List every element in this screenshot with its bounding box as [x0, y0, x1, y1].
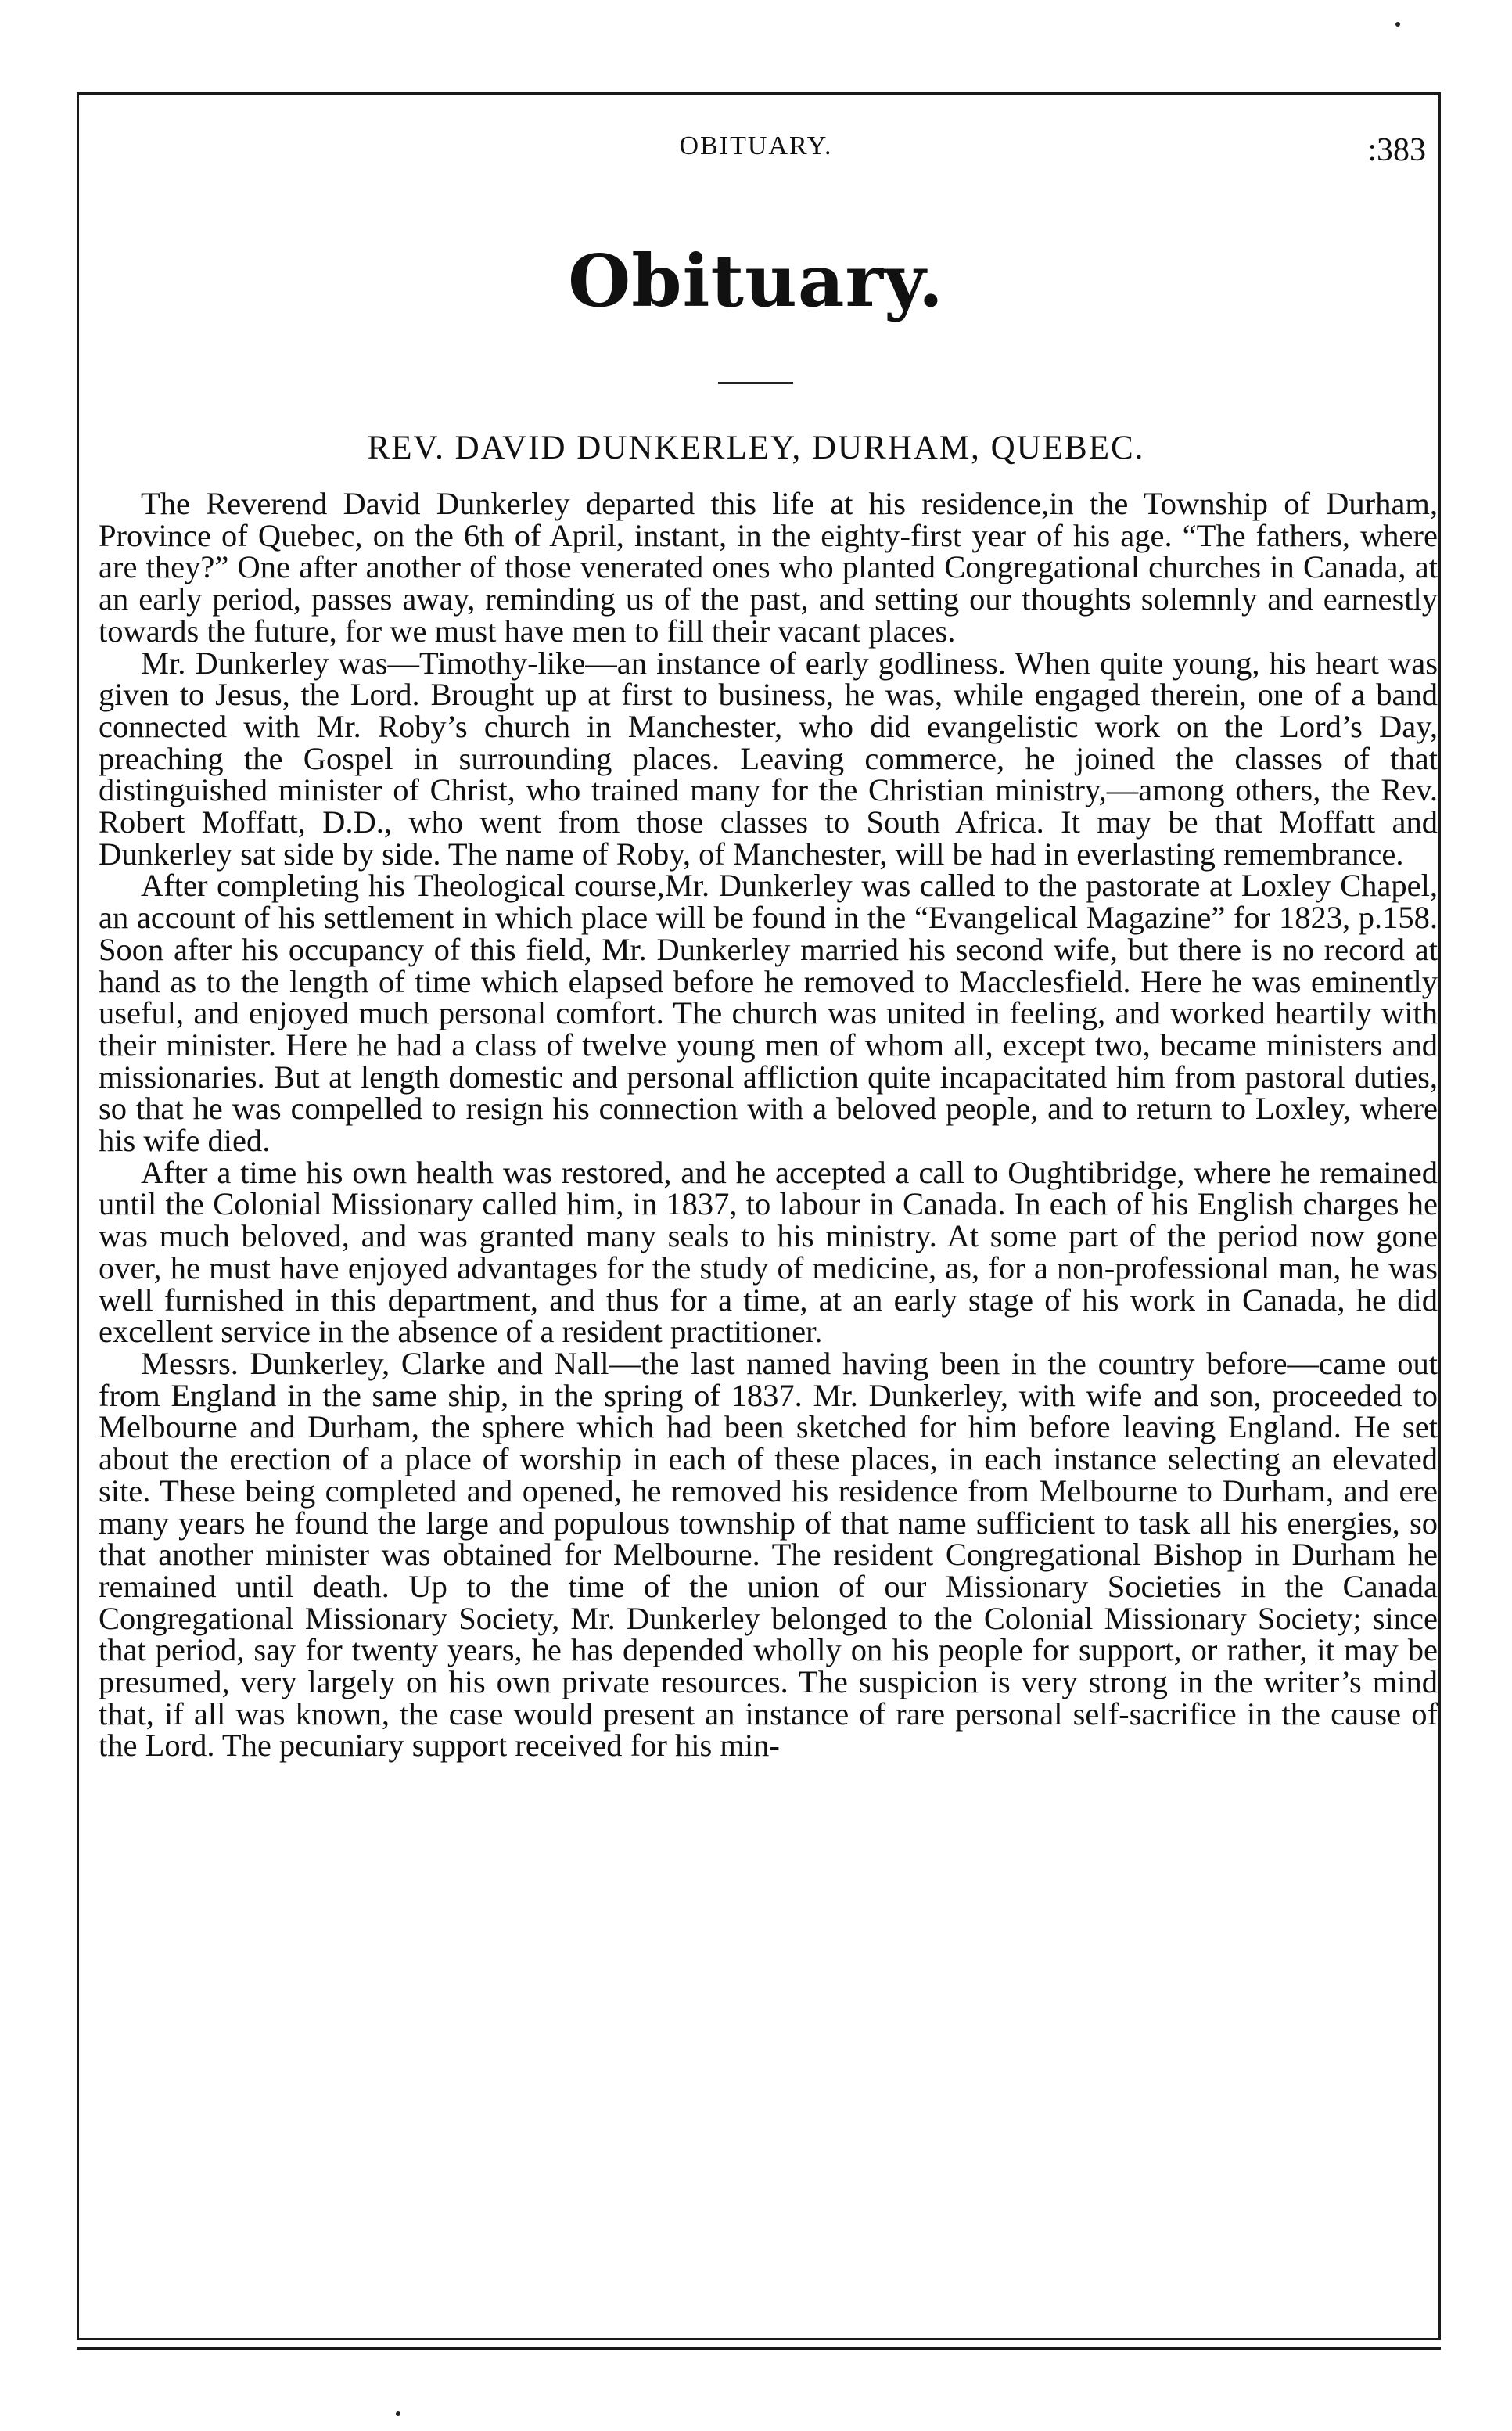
title-divider — [718, 382, 793, 384]
page-number: :383 — [1367, 132, 1426, 168]
paragraph: Mr. Dunkerley was—Timothy-like—an instance of early godliness. When quite young, his heart was given to Jesus, the Lord. Brought up at first to business, he was, while engaged therein, one of a band connected with Mr. Roby’s church in Manchester, who did evangelistic work on the Lord’s Day, preaching the Gospel in surrounding places. Leaving commerce, he joined the classes of that distinguished minister of Christ, who trained many for the Christian ministry,—among others, the Rev. Robert Moffatt, D.D., who went from those classes to South Africa. It may be that Moffatt and Dunkerley sat side by side. The name of Roby, of Manchester, will be had in everlasting remembrance. — [99, 645, 1438, 872]
article-heading: REV. DAVID DUNKERLEY, DURHAM, QUEBEC. — [367, 430, 1145, 466]
paragraph: Messrs. Dunkerley, Clarke and Nall—the last named having been in the country before—came out from England in the same ship, in the spring of 1837. Mr. Dunkerley, with wife and son, proceeded to Melbourne and Durham, the sphere which had been sketched for him before leaving England. He set about the erection of a place of worship in each of these places, in each instance selecting an elevated site. These being completed and opened, he removed his residence from Melbourne to Durham, and ere many years he found the large and populous township of that name sufficient to task all his energies, so that another minister was obtained for Melbourne. The resident Congregational Bishop in Durham he remained until death. Up to the time of the union of our Missionary Societies in the Canada Congregational Missionary Society, Mr. Dunkerley belonged to the Colonial Missionary Society; since that period, say for twenty years, he has depended wholly on his people for support, or rather, it may be presumed, very largely on his own private resources. The suspicion is very strong in the writer’s mind that, if all was known, the case would present an instance of rare personal self-sacrifice in the cause of the Lord. The pecuniary support received for his min- — [99, 1345, 1438, 1764]
running-head — [0, 131, 1512, 171]
running-title: OBITUARY. — [679, 131, 833, 160]
section-title: Obituary. — [568, 239, 944, 323]
paragraph: After a time his own health was restored, and he accepted a call to Oughtibridge, where he remained until the Colonial Missionary called him, in 1837, to labour in Canada. In each of his English charges he was much beloved, and was granted many seals to his ministry. At some part of the period now gone over, he must have enjoyed advantages for the study of medicine, as, for a non-professional man, he was well furnished in this department, and thus for a time, at an early stage of his work in Canada, he did excellent service in the absence of a resident practitioner. — [99, 1154, 1438, 1350]
article-body — [99, 488, 1438, 1762]
paragraph: The Reverend David Dunkerley departed this life at his residence,in the Township of Durham, Province of Quebec, on the 6th of April, instant, in the eighty-first year of his age. “The fathers, where are they?” One after another of those venerated ones who planted Congregational churches in Canada, at an early period, passes away, reminding us of the past, and setting our thoughts solemnly and earnestly towards the future, for we must have men to fill their vacant places. — [99, 486, 1438, 649]
print-speck — [396, 2411, 400, 2416]
print-speck — [1395, 22, 1400, 27]
paragraph: After completing his Theological course,Mr. Dunkerley was called to the pastorate at Loxley Chapel, an account of his settlement in which place will be found in the “Evangelical Magazine” for 1823, p.158. Soon after his occupancy of this field, Mr. Dunkerley married his second wife, but there is no record at hand as to the length of time which elapsed before he removed to Macclesfield. Here he was eminently useful, and enjoyed much personal comfort. The church was united in feeling, and worked heartily with their minister. Here he had a class of twelve young men of whom all, except two, became ministers and missionaries. But at length domestic and personal affliction quite incapacitated him from pastoral duties, so that he was compelled to resign his connection with a beloved people, and to return to Loxley, where his wife died. — [99, 868, 1438, 1159]
bottom-rule — [77, 2347, 1441, 2350]
